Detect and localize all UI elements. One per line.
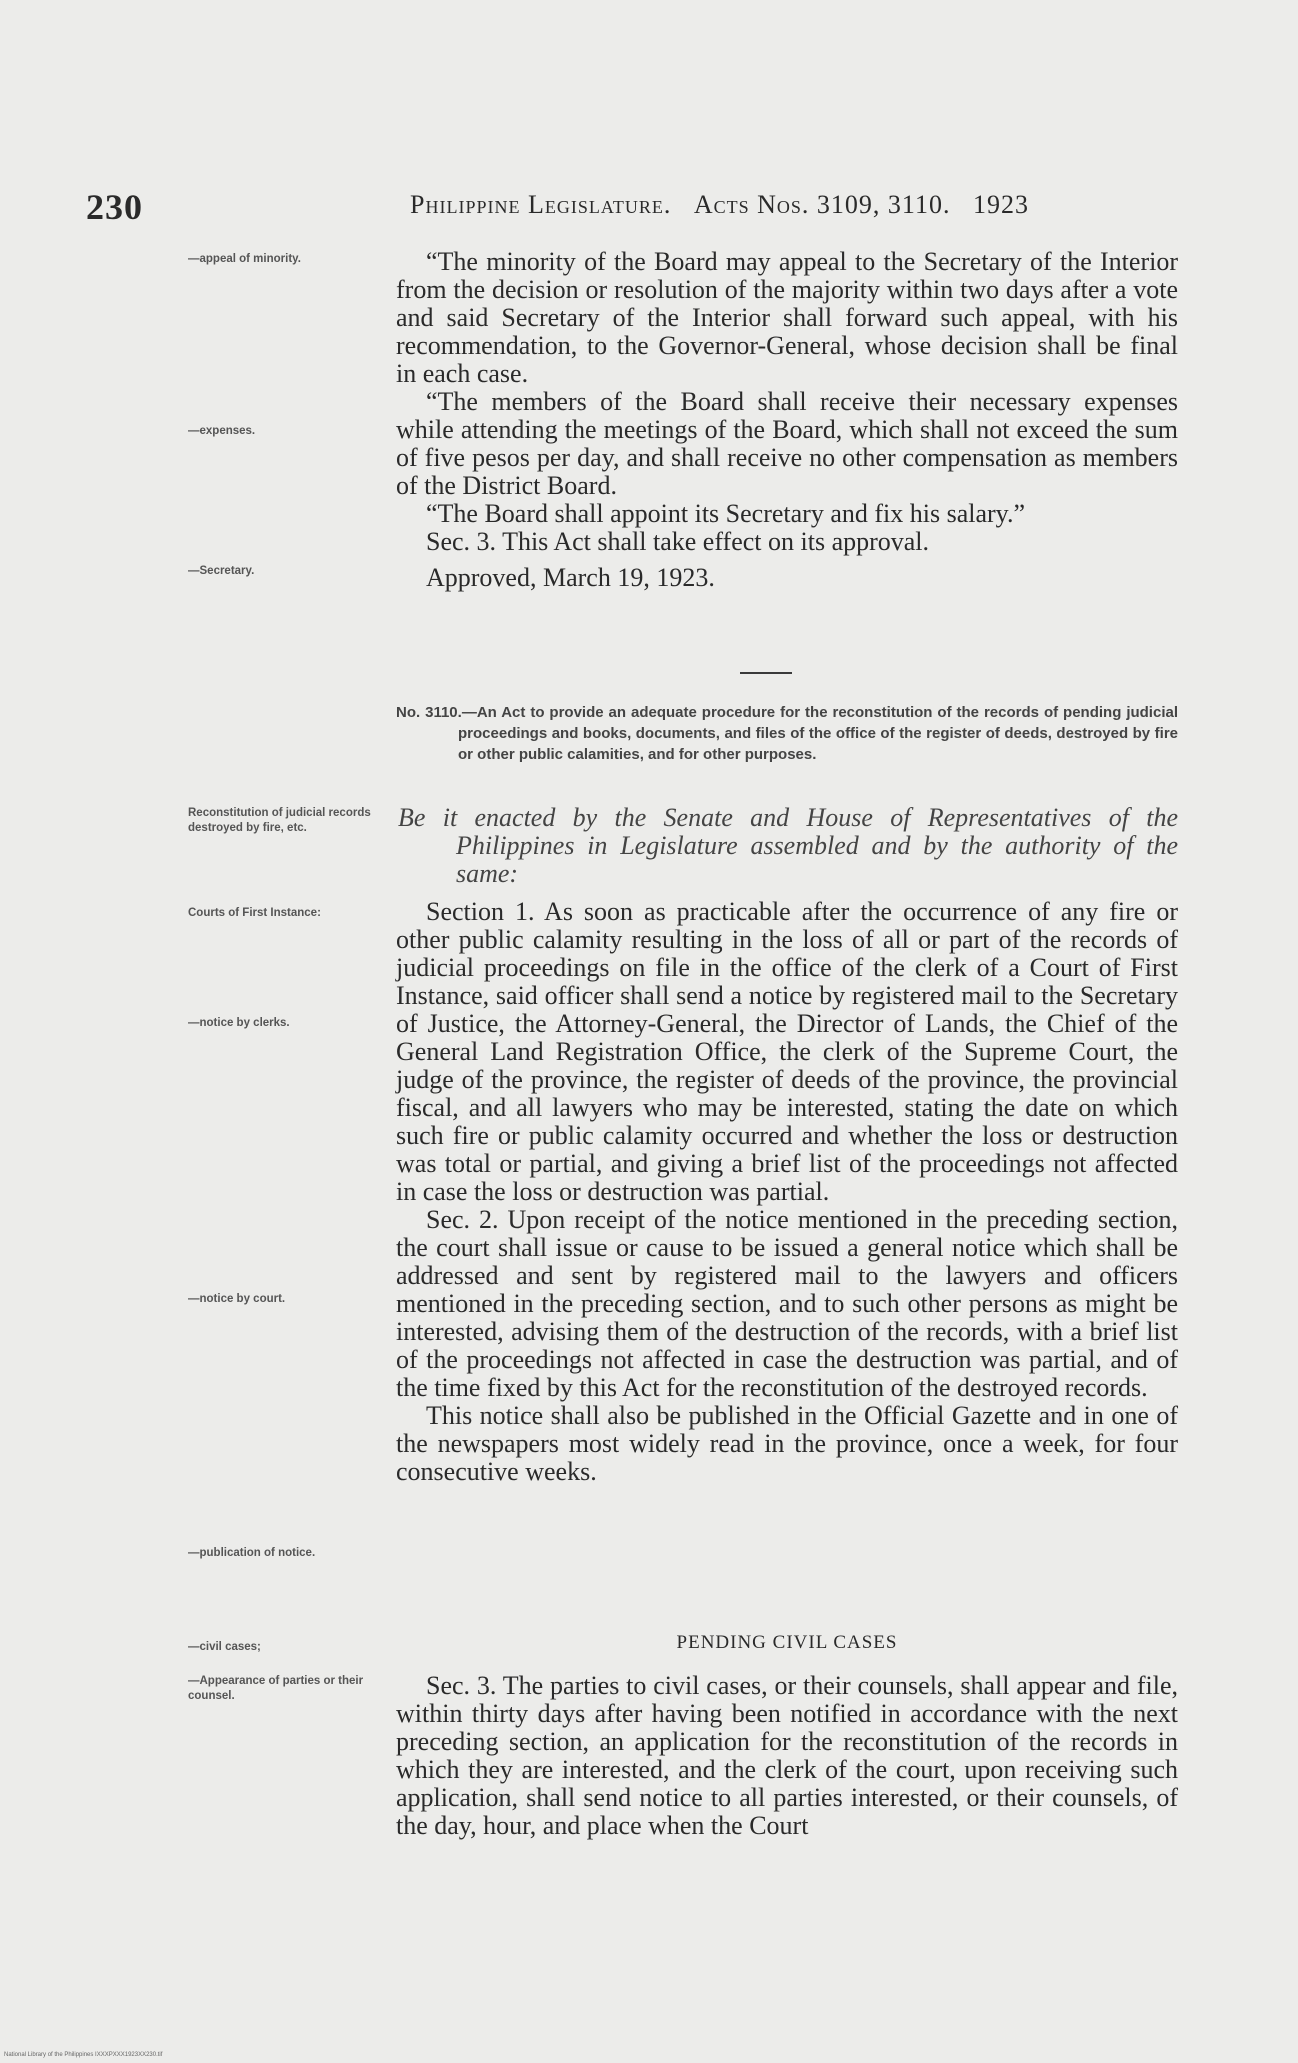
paragraph-secretary: “The Board shall appoint its Secretary and fix his salary.” <box>426 499 1026 528</box>
heading-pending-civil-cases: PENDING CIVIL CASES <box>676 1632 898 1653</box>
body-text-top <box>396 248 1178 592</box>
act-summary: No. 3110.—An Act to provide an adequate procedure for the reconstitution of the records of pending judicial proceedings and books, documents, and files of the office of the register of deeds, destroyed by fire or other public calamities, and for other purposes. <box>396 704 1178 763</box>
page-number: 230 <box>86 187 143 227</box>
paragraph-approved: Approved, March 19, 1923. <box>426 563 715 592</box>
section-2: Sec. 2. Upon receipt of the notice mentioned in the preceding section, the court shall issue or cause to be issued a general notice which shall be addressed and sent by registered mail to the lawyers and officers mentioned in the preceding section, and to such other persons as might be interested, advising them of the destruction of the records, with a brief list of the proceedings not affected in case the destruction was partial, and of the time fixed by this Act for the reconstitution of the destroyed records. <box>396 1205 1178 1402</box>
paragraph-appeal: “The minority of the Board may appeal to the Secretary of the Interior from the decision or resolution of the majority within two days after a vote and said Secretary of the Interior shall forward such appeal, with his recommendation, to the Governor-General, whose decision shall be final in each case. <box>396 247 1178 388</box>
running-head <box>410 190 1029 220</box>
enacting-clause: Be it enacted by the Senate and House of Representatives of the Philippines in Legislature assembled and by the authority of the same: <box>398 803 1178 888</box>
running-head-title: Philippine Legislature. <box>410 190 672 219</box>
margin-note-appearance: —Appearance of parties or their counsel. <box>188 1675 364 1702</box>
margin-note-publication: —publication of notice. <box>188 1547 316 1559</box>
section-1: Section 1. As soon as practicable after the occurrence of any fire or other public calamity resulting in the loss of all or part of the records of judicial proceedings on file in the office of the clerk of a Court of First Instance, said officer shall send a notice by registered mail to the Secretary of Justice, the Attorney-General, the Director of Lands, the Chief of the General Land Registration Office, the clerk of the Supreme Court, the judge of the province, the register of deeds of the province, the provincial fiscal, and all lawyers who may be interested, stating the date on which such fire or public calamity occurred and whether the loss or destruction was total or partial, and giving a brief list of the proceedings not affected in case the loss or destruction was partial. <box>396 897 1178 1206</box>
paragraph-effect: Sec. 3. This Act shall take effect on its approval. <box>426 527 930 556</box>
margin-note-courts: Courts of First Instance: <box>188 907 321 919</box>
running-head-year: 1923 <box>972 190 1029 219</box>
body-text-sections <box>396 898 1178 1486</box>
margin-note-expenses: —expenses. <box>188 425 256 437</box>
scan-footer: National Library of the Philippines IXXXPXXX1923XX230.tif <box>4 2052 163 2058</box>
section-3: Sec. 3. The parties to civil cases, or their counsels, shall appear and file, within thirty days after having been notified in accordance with the next preceding section, an application for the reconstitution of the records in which they are interested, and the clerk of the court, upon receiving such application, shall send notice to all parties interested, or their counsels, of the day, hour, and place when the Court <box>396 1671 1178 1840</box>
margin-note-reconstitution: Reconstitution of judicial records destroyed by fire, etc. <box>188 807 371 834</box>
section-2-publication: This notice shall also be published in the Official Gazette and in one of the newspapers most widely read in the province, once a week, for four consecutive weeks. <box>396 1401 1178 1486</box>
margin-note-secretary: —Secretary. <box>188 565 255 577</box>
margin-note-notice-court: —notice by court. <box>188 1293 286 1305</box>
margin-note-notice-clerks: —notice by clerks. <box>188 1017 290 1029</box>
running-head-acts: Acts Nos. 3109, 3110. <box>693 190 951 219</box>
margin-note-appeal: —appeal of minority. <box>188 253 301 265</box>
body-text-civil <box>396 1672 1178 1840</box>
margin-note-civil-cases: —civil cases; <box>188 1641 261 1653</box>
section-divider <box>740 672 792 674</box>
paragraph-expenses: “The members of the Board shall receive their necessary expenses while attending the meetings of the Board, which shall not exceed the sum of five pesos per day, and shall receive no other compensation as members of the District Board. <box>396 387 1178 500</box>
